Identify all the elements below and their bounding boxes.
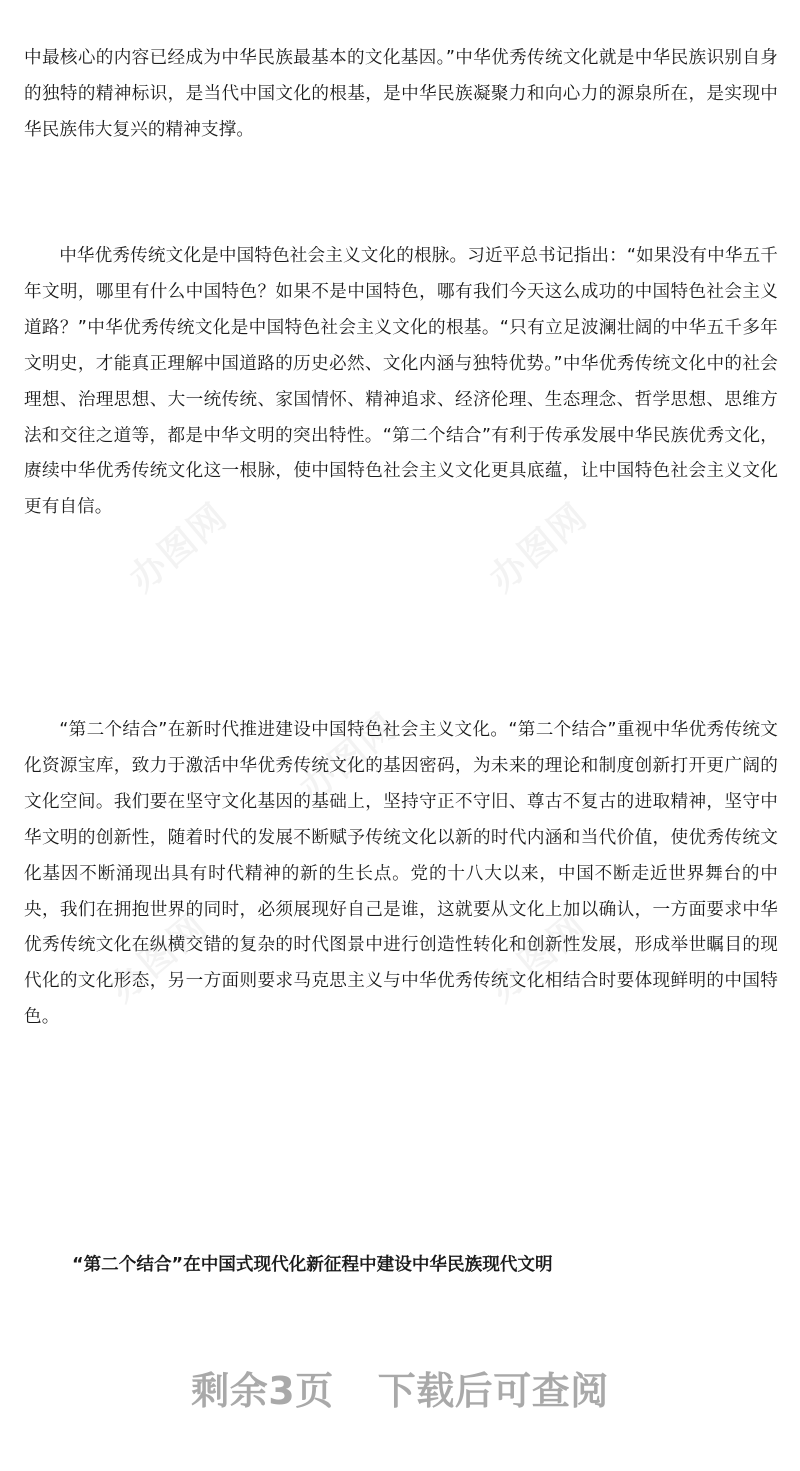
watermark: 办图网 — [292, 705, 406, 811]
watermark: 办图网 — [102, 905, 216, 1011]
watermark: 办图网 — [482, 905, 596, 1011]
remaining-pages-text: 剩余3页 — [191, 1369, 334, 1413]
download-prompt-text: 下载后可查阅 — [377, 1369, 609, 1413]
paragraph: “第二个结合”在新时代推进建设中国特色社会主义文化。“第二个结合”重视中华优秀传统文化资源宝库，致力于激活中华优秀传统文化的基因密码，为未来的理论和制度创新打开更广阔的文化空间。我们要在坚守文化基因的基础上，坚持守正不守旧、尊古不复古的进取精神，坚守中华文明的创新性，随着时代的发展不断赋予传统文化以新的时代内涵和当代价值，使优秀传统文化基因不断涌现出具有时代精神的新的生长点。党的十八大以来，中国不断走近世界舞台的中央，我们在拥抱世界的同时，必须展现好自己是谁，这就要从文化上加以确认，一方面要求中华优秀传统文化在纵横交错的复杂的时代图景中进行创造性转化和创新性发展，形成举世瞩目的现代化的文化形态，另一方面则要求马克思主义与中华优秀传统文化相结合时要体现鲜明的中国特色。 — [24, 720, 778, 1028]
section-heading: “第二个结合”在中国式现代化新征程中建设中华民族现代文明 — [72, 1255, 553, 1275]
watermark: 办图网 — [122, 495, 236, 601]
download-banner[interactable] — [0, 1366, 800, 1416]
paragraph: 中华优秀传统文化是中国特色社会主义文化的根脉。习近平总书记指出：“如果没有中华五千年文明，哪里有什么中国特色？如果不是中国特色，哪有我们今天这么成功的中国特色社会主义道路？”中华优秀传统文化是中国特色社会主义文化的根基。“只有立足波澜壮阔的中华五千多年文明史，才能真正理解中国道路的历史必然、文化内涵与独特优势。”中华优秀传统文化中的社会理想、治理思想、大一统传统、家国情怀、精神追求、经济伦理、生态理念、哲学思想、思维方法和交往之道等，都是中华文明的突出特性。“第二个结合”有利于传承发展中华民族优秀文化，赓续中华优秀传统文化这一根脉，使中国特色社会主义文化更具底蕴，让中国特色社会主义文化更有自信。 — [24, 246, 778, 518]
paragraph: 中最核心的内容已经成为中华民族最基本的文化基因。”中华优秀传统文化就是中华民族识别自身的独特的精神标识，是当代中国文化的根基，是中华民族凝聚力和向心力的源泉所在，是实现中华民族伟大复兴的精神支撑。 — [24, 48, 778, 140]
watermark: 办图网 — [482, 495, 596, 601]
